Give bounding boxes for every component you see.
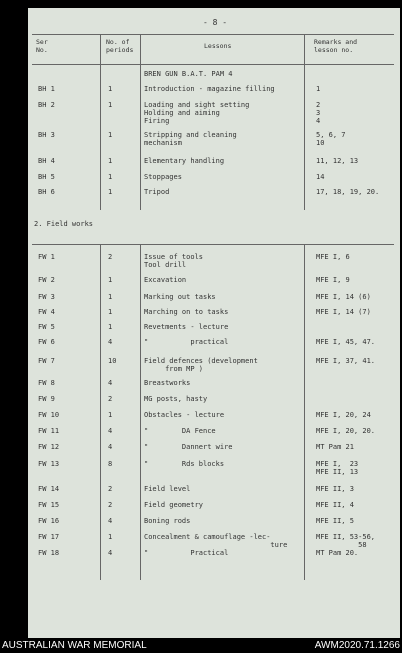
row-remarks: 11, 12, 13 (316, 157, 359, 165)
row-remarks: MFE I, 20, 20. (316, 427, 376, 435)
row-ser-no: FW 10 (38, 411, 60, 419)
row-ser-no: FW 12 (38, 443, 60, 451)
row-remarks: MFE II, 5 (316, 517, 354, 525)
table1-column-rule-0 (100, 34, 101, 210)
table1-top-rule (32, 34, 394, 35)
row-lesson: Marking out tasks (144, 293, 216, 301)
row-periods: 4 (108, 338, 113, 346)
row-ser-no: FW 6 (38, 338, 55, 346)
document-sheet (28, 8, 400, 638)
row-periods: 1 (108, 173, 113, 181)
row-remarks: 14 (316, 173, 325, 181)
archive-reference: AWM2020.71.1266 (314, 640, 400, 651)
row-ser-no: BH 2 (38, 101, 55, 109)
header-lessons: Lessons (204, 42, 232, 50)
row-periods: 4 (108, 443, 113, 451)
row-ser-no: BH 4 (38, 157, 55, 165)
row-lesson: MG posts, hasty (144, 395, 208, 403)
table2-column-rule-2 (304, 244, 305, 580)
row-periods: 2 (108, 253, 113, 261)
row-periods: 1 (108, 276, 113, 284)
row-periods: 2 (108, 395, 113, 403)
row-periods: 4 (108, 379, 113, 387)
row-ser-no: FW 7 (38, 357, 55, 365)
row-lesson: Loading and sight setting Holding and aiming Firing (144, 101, 250, 125)
row-lesson: Obstacles - lecture (144, 411, 225, 419)
row-periods: 4 (108, 517, 113, 525)
row-periods: 10 (108, 357, 117, 365)
row-periods: 1 (108, 188, 113, 196)
row-lesson: Boning rods (144, 517, 191, 525)
row-lesson: Excavation (144, 276, 187, 284)
header-remarks: Remarks and lesson no. (314, 38, 358, 54)
row-lesson: Tripod (144, 188, 170, 196)
row-periods: 1 (108, 101, 113, 109)
row-ser-no: BH 3 (38, 131, 55, 139)
row-remarks: MFE I, 45, 47. (316, 338, 376, 346)
row-remarks: MFE II, 3 (316, 485, 354, 493)
table1-column-rule-1 (140, 34, 141, 210)
row-lesson: " Rds blocks (144, 460, 225, 468)
row-lesson: Concealment & camouflage -lec- ture (144, 533, 288, 549)
row-remarks: MT Pam 20. (316, 549, 359, 557)
row-remarks: MFE I, 6 (316, 253, 350, 261)
row-periods: 1 (108, 85, 113, 93)
row-remarks: MFE I, 23 MFE II, 13 (316, 460, 359, 476)
row-ser-no: FW 18 (38, 549, 60, 557)
row-ser-no: FW 3 (38, 293, 55, 301)
row-lesson: Revetments - lecture (144, 323, 229, 331)
row-periods: 1 (108, 308, 113, 316)
row-ser-no: FW 9 (38, 395, 55, 403)
row-lesson: Stoppages (144, 173, 182, 181)
row-lesson: Field defences (development from MP ) (144, 357, 258, 373)
row-ser-no: FW 5 (38, 323, 55, 331)
row-remarks: 2 3 4 (316, 101, 321, 125)
row-lesson: Issue of tools Tool drill (144, 253, 204, 269)
archive-credit: AUSTRALIAN WAR MEMORIAL (2, 640, 147, 651)
row-lesson: Elementary handling (144, 157, 225, 165)
row-remarks: MFE I, 14 (6) (316, 293, 371, 301)
row-lesson: " Practical (144, 549, 229, 557)
row-remarks: MFE I, 20, 24 (316, 411, 371, 419)
row-ser-no: FW 17 (38, 533, 60, 541)
row-periods: 1 (108, 533, 113, 541)
table2-column-rule-1 (140, 244, 141, 580)
page-number: - 8 - (203, 18, 228, 27)
row-periods: 4 (108, 549, 113, 557)
row-ser-no: BH 6 (38, 188, 55, 196)
row-remarks: MFE I, 14 (7) (316, 308, 371, 316)
row-ser-no: FW 4 (38, 308, 55, 316)
row-remarks: MT Pam 21 (316, 443, 354, 451)
row-periods: 1 (108, 323, 113, 331)
row-lesson: Stripping and cleaning mechanism (144, 131, 237, 147)
table1-column-rule-2 (304, 34, 305, 210)
row-ser-no: FW 11 (38, 427, 60, 435)
row-remarks: MFE I, 9 (316, 276, 350, 284)
row-remarks: MFE II, 53-56, 58 (316, 533, 376, 549)
row-lesson: Field level (144, 485, 191, 493)
row-periods: 2 (108, 501, 113, 509)
row-lesson: " Dannert wire (144, 443, 233, 451)
row-remarks: MFE I, 37, 41. (316, 357, 376, 365)
section1-title: BREN GUN B.A.T. PAM 4 (144, 70, 233, 78)
row-periods: 1 (108, 131, 113, 139)
row-periods: 1 (108, 293, 113, 301)
row-lesson: Breastworks (144, 379, 191, 387)
row-ser-no: FW 13 (38, 460, 60, 468)
row-remarks: 1 (316, 85, 321, 93)
row-periods: 8 (108, 460, 113, 468)
row-ser-no: FW 16 (38, 517, 60, 525)
table2-top-rule (32, 244, 394, 245)
row-ser-no: FW 15 (38, 501, 60, 509)
row-lesson: Introduction - magazine filling (144, 85, 275, 93)
row-periods: 1 (108, 411, 113, 419)
table2-column-rule-0 (100, 244, 101, 580)
table1-header-rule (32, 64, 394, 65)
section2-title: 2. Field works (34, 220, 94, 228)
row-ser-no: FW 8 (38, 379, 55, 387)
row-periods: 2 (108, 485, 113, 493)
row-ser-no: BH 5 (38, 173, 55, 181)
row-ser-no: BH 1 (38, 85, 55, 93)
row-lesson: " DA Fence (144, 427, 216, 435)
row-remarks: 5, 6, 7 10 (316, 131, 346, 147)
row-ser-no: FW 1 (38, 253, 55, 261)
row-ser-no: FW 2 (38, 276, 55, 284)
row-lesson: Field geometry (144, 501, 204, 509)
row-ser-no: FW 14 (38, 485, 60, 493)
row-periods: 4 (108, 427, 113, 435)
row-periods: 1 (108, 157, 113, 165)
row-lesson: " practical (144, 338, 229, 346)
row-remarks: MFE II, 4 (316, 501, 354, 509)
row-remarks: 17, 18, 19, 20. (316, 188, 380, 196)
header-periods: No. of periods (106, 38, 134, 54)
header-ser-no: Ser No. (36, 38, 48, 54)
row-lesson: Marching on to tasks (144, 308, 229, 316)
